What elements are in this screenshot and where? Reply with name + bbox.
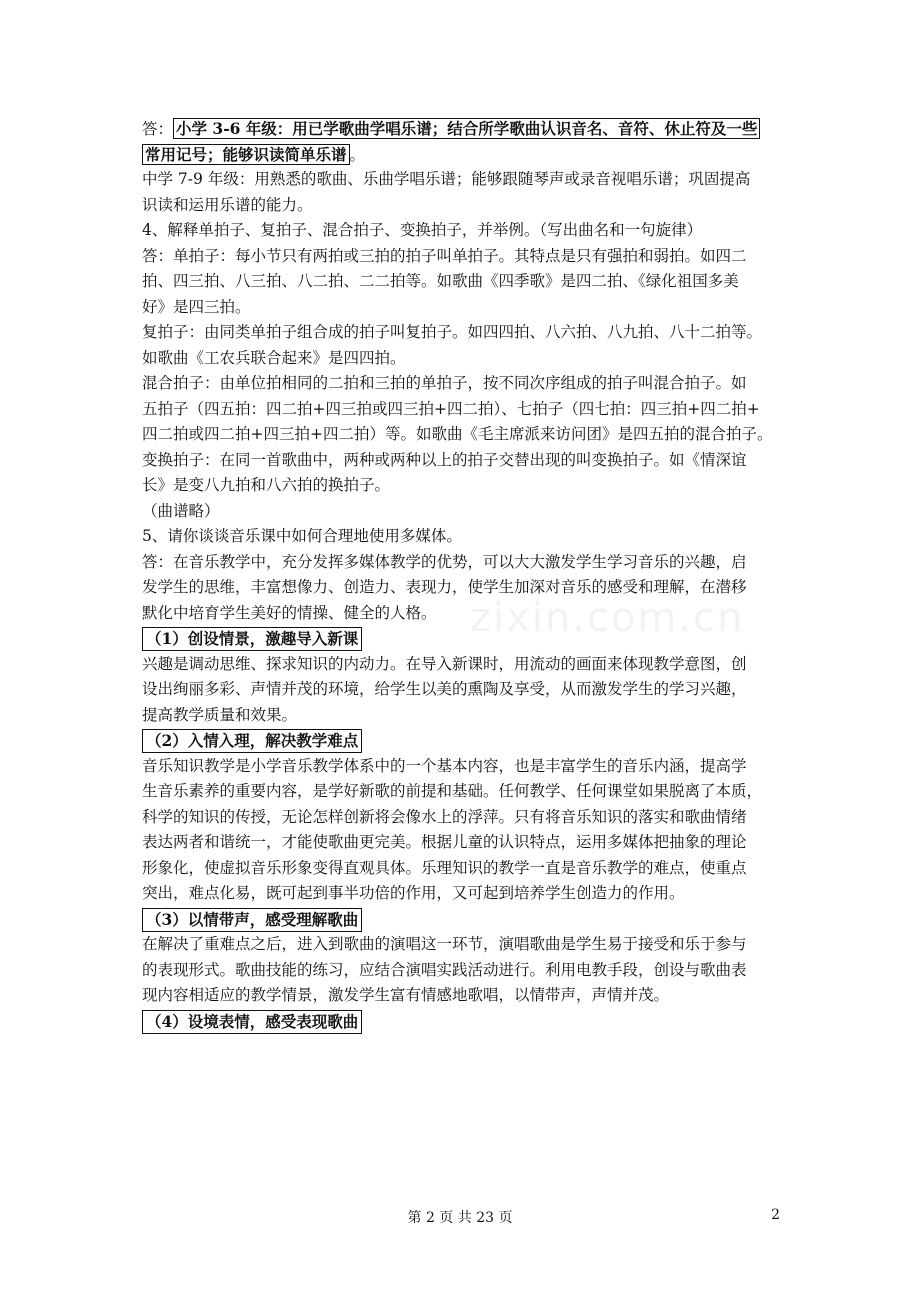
section-2-line: 突出，难点化易，既可起到事半功倍的作用，又可起到培养学生创造力的作用。 xyxy=(142,884,685,902)
section-1-line: 设出绚丽多彩、声情并茂的环境，给学生以美的熏陶及享受，从而激发学生的学习兴趣， xyxy=(142,680,747,698)
q5-intro-line: 默化中培育学生美好的情操、健全的人格。 xyxy=(142,603,437,622)
section-2-line: 生音乐素养的重要内容，是学好新歌的前提和基础。任何教学、任何课堂如果脱离了本质， xyxy=(142,782,763,800)
section-4-heading-row xyxy=(142,1009,787,1035)
section-1-heading: （1）创设情景，激趣导入新课 xyxy=(142,627,362,651)
q5-title: 5、请你谈谈音乐课中如何合理地使用多媒体。 xyxy=(142,527,462,545)
q3-boxed-end: 。 xyxy=(349,145,366,164)
section-3-heading: （3）以情带声，感受理解歌曲 xyxy=(142,908,362,932)
q4-single-line: 好》是四三拍。 xyxy=(142,297,251,316)
section-2-heading-row xyxy=(142,728,787,754)
q4-mixed-line: 四二拍或四二拍+四三拍+四二拍）等。如歌曲《毛主席派来访问团》是四五拍的混合拍子。 xyxy=(142,425,773,443)
document-body xyxy=(142,116,787,1034)
section-3-line: 在解决了重难点之后，进入到歌曲的演唱这一环节，演唱歌曲是学生易于接受和乐于参与 xyxy=(142,935,747,953)
q4-change-line: 长》是变八九拍和八六拍的换拍子。 xyxy=(142,476,391,494)
q3-answer-line1 xyxy=(142,116,787,142)
page-footer xyxy=(0,1207,920,1227)
answer-label: 答： xyxy=(142,120,174,138)
q3-boxed-primary-line2: 常用记号；能够识读简单乐谱 xyxy=(142,144,350,165)
section-3-heading-row xyxy=(142,907,787,933)
section-1-line: 提高教学质量和效果。 xyxy=(142,705,298,724)
q4-compound-line: 复拍子：由同类单拍子组合成的拍子叫复拍子。如四四拍、八六拍、八九拍、八十二拍等。 xyxy=(142,323,763,341)
q3-boxed-primary-line1: 小学 3-6 年级：用已学歌曲学唱乐谱；结合所学歌曲认识音名、音符、休止符及一些 xyxy=(173,118,760,139)
q4-mixed-line: 混合拍子：由单位拍相同的二拍和三拍的单拍子，按不同次序组成的拍子叫混合拍子。如 xyxy=(142,374,747,392)
page-count: 第 2 页 共 23 页 xyxy=(407,1210,513,1226)
q4-note: （曲谱略） xyxy=(142,501,220,520)
q4-compound-line: 如歌曲《工农兵联合起来》是四四拍。 xyxy=(142,348,406,367)
q3-answer-line2 xyxy=(142,142,787,168)
section-3-line: 现内容相适应的教学情景，激发学生富有情感地歌唱，以情带声，声情并茂。 xyxy=(142,986,670,1004)
q3-middle-line: 中学 7-9 年级：用熟悉的歌曲、乐曲学唱乐谱；能够跟随琴声或录音视唱乐谱；巩固提高 xyxy=(142,170,751,188)
q4-single-line: 拍、四三拍、八三拍、八二拍、二二拍等。如歌曲《四季歌》是四二拍、《绿化祖国多美 xyxy=(142,272,739,290)
section-2-line: 形象化，使虚拟音乐形象变得直观具体。乐理知识的教学一直是音乐教学的难点，使重点 xyxy=(142,858,747,877)
q5-intro-line: 发学生的思维，丰富想像力、创造力、表现力，使学生加深对音乐的感受和理解，在潜移 xyxy=(142,578,747,596)
q4-change-line: 变换拍子：在同一首歌曲中，两种或两种以上的拍子交替出现的叫变换拍子。如《情深谊 xyxy=(142,450,747,469)
watermark: zixin.com.cn xyxy=(470,595,745,641)
page-number: 2 xyxy=(771,1207,780,1223)
section-1-line: 兴趣是调动思维、探求知识的内动力。在导入新课时，用流动的画面来体现教学意图，创 xyxy=(142,654,747,673)
section-1-heading-row xyxy=(142,626,787,652)
q4-mixed-line: 五拍子（四五拍：四二拍+四三拍或四三拍+四二拍）、七拍子（四七拍：四三拍+四二拍+ xyxy=(142,399,760,418)
section-3-line: 的表现形式。歌曲技能的练习，应结合演唱实践活动进行。利用电教手段，创设与歌曲表 xyxy=(142,960,747,979)
q4-single-line: 答：单拍子：每小节只有两拍或三拍的拍子叫单拍子。其特点是只有强拍和弱拍。如四二 xyxy=(142,246,747,265)
q3-middle-line: 识读和运用乐谱的能力。 xyxy=(142,195,313,214)
section-2-line: 音乐知识教学是小学音乐教学体系中的一个基本内容，也是丰富学生的音乐内涵，提高学 xyxy=(142,756,747,775)
q4-title: 4、解释单拍子、复拍子、混合拍子、变换拍子，并举例。（写出曲名和一句旋律） xyxy=(142,221,703,239)
section-2-line: 科学的知识的传授，无论怎样创新将会像水上的浮萍。只有将音乐知识的落实和歌曲情绪 xyxy=(142,807,747,826)
section-2-line: 表达两者和谐统一，才能使歌曲更完美。根据儿童的认识特点，运用多媒体把抽象的理论 xyxy=(142,833,747,851)
section-4-heading: （4）设境表情，感受表现歌曲 xyxy=(142,1010,362,1034)
q5-intro-line: 答：在音乐教学中，充分发挥多媒体教学的优势，可以大大激发学生学习音乐的兴趣，启 xyxy=(142,552,747,571)
section-2-heading: （2）入情入理，解决教学难点 xyxy=(142,729,362,753)
